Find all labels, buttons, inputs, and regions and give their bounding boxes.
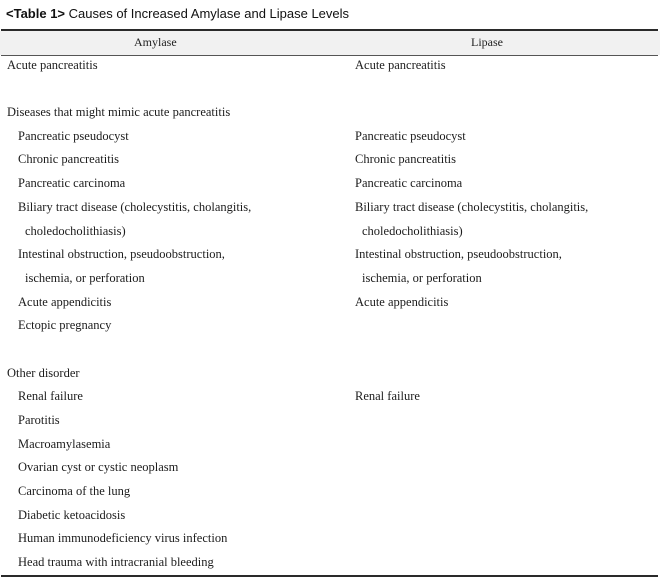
table-bottom-rule: [1, 575, 658, 577]
lipase-pseudocyst: Pancreatic pseudocyst: [355, 129, 466, 143]
amylase-chronic-pancreatitis: Chronic pancreatitis: [18, 152, 120, 166]
table-header: [0, 31, 660, 55]
amylase-macroamylasemia: Macroamylasemia: [18, 437, 111, 451]
table-number: <Table 1>: [6, 6, 66, 21]
amylase-intestinal-line2: ischemia, or perforation: [25, 271, 145, 285]
amylase-pseudocyst: Pancreatic pseudocyst: [18, 129, 129, 143]
table-caption: [6, 6, 349, 21]
amylase-acute-pancreatitis: Acute pancreatitis: [7, 58, 98, 72]
amylase-ovarian-cyst: Ovarian cyst or cystic neoplasm: [18, 460, 179, 474]
lipase-pancreatic-carcinoma: Pancreatic carcinoma: [355, 176, 463, 190]
amylase-head-trauma: Head trauma with intracranial bleeding: [18, 555, 214, 569]
amylase-ectopic-pregnancy: Ectopic pregnancy: [18, 318, 112, 332]
amylase-hiv-infection: Human immunodeficiency virus infection: [18, 531, 228, 545]
lipase-acute-pancreatitis: Acute pancreatitis: [355, 58, 446, 72]
lipase-renal-failure: Renal failure: [355, 389, 420, 403]
table-title: Causes of Increased Amylase and Lipase Levels: [68, 6, 350, 21]
amylase-diabetic-ketoacidosis: Diabetic ketoacidosis: [18, 508, 126, 522]
column-header-amylase: Amylase: [134, 35, 177, 49]
amylase-other-heading: Other disorder: [7, 366, 80, 380]
lipase-chronic-pancreatitis: Chronic pancreatitis: [355, 152, 457, 166]
lipase-biliary-line2: choledocholithiasis): [362, 224, 463, 238]
column-header-lipase: Lipase: [471, 35, 503, 49]
amylase-parotitis: Parotitis: [18, 413, 60, 427]
amylase-mimic-heading: Diseases that might mimic acute pancreatitis: [7, 105, 231, 119]
amylase-lung-carcinoma: Carcinoma of the lung: [18, 484, 131, 498]
amylase-biliary-line1: Biliary tract disease (cholecystitis, cholangitis,: [18, 200, 252, 214]
lipase-acute-appendicitis: Acute appendicitis: [355, 295, 449, 309]
amylase-biliary-line2: choledocholithiasis): [25, 224, 126, 238]
amylase-pancreatic-carcinoma: Pancreatic carcinoma: [18, 176, 126, 190]
amylase-renal-failure: Renal failure: [18, 389, 83, 403]
amylase-acute-appendicitis: Acute appendicitis: [18, 295, 112, 309]
amylase-intestinal-line1: Intestinal obstruction, pseudoobstruction,: [18, 247, 225, 261]
table-header-rule: [1, 55, 658, 56]
lipase-intestinal-line2: ischemia, or perforation: [362, 271, 482, 285]
lipase-intestinal-line1: Intestinal obstruction, pseudoobstruction,: [355, 247, 562, 261]
lipase-biliary-line1: Biliary tract disease (cholecystitis, cholangitis,: [355, 200, 589, 214]
